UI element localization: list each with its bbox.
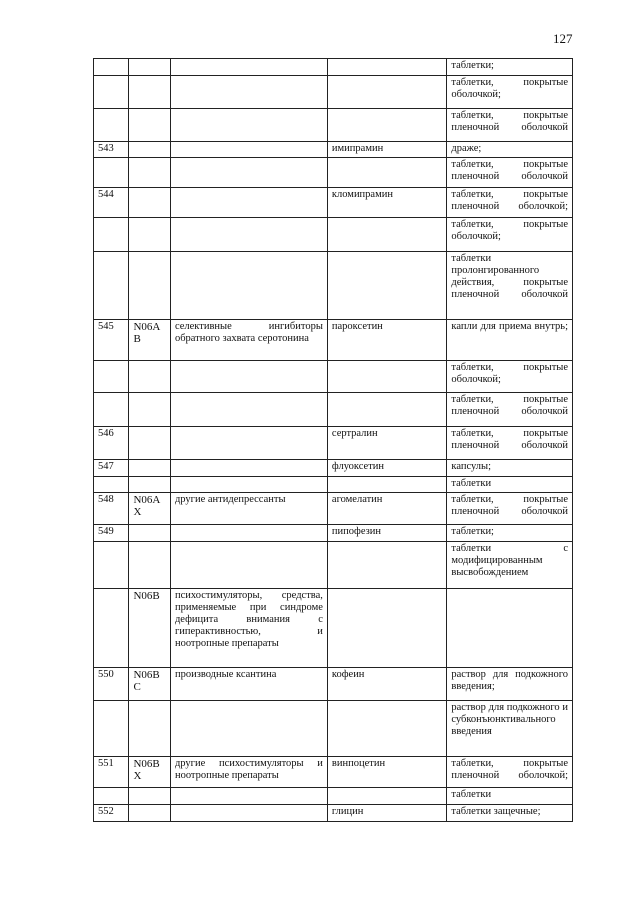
cell-drug-name (327, 788, 446, 805)
cell-drug-name (327, 76, 446, 109)
table-row (94, 460, 573, 477)
cell-row-number (94, 701, 129, 757)
cell-atc-code (129, 59, 171, 76)
cell-atc-code (129, 805, 171, 822)
cell-pharm-group (170, 361, 327, 393)
cell-atc-code (129, 542, 171, 589)
table-row (94, 393, 573, 427)
table-row (94, 76, 573, 109)
cell-atc-code: N06A B (129, 320, 171, 361)
cell-atc-code: N06B (129, 589, 171, 668)
cell-row-number (94, 252, 129, 320)
cell-drug-name (327, 393, 446, 427)
cell-row-number: 546 (94, 427, 129, 460)
cell-dosage-form: таблетки с модифицированным высвобождением (447, 542, 573, 589)
cell-pharm-group: производные ксантина (170, 668, 327, 701)
cell-dosage-form: таблетки (447, 788, 573, 805)
cell-pharm-group (170, 805, 327, 822)
table-row (94, 218, 573, 252)
cell-row-number: 552 (94, 805, 129, 822)
cell-pharm-group (170, 252, 327, 320)
medicines-table (93, 58, 573, 822)
cell-row-number: 547 (94, 460, 129, 477)
table-row (94, 757, 573, 788)
cell-dosage-form: таблетки защечные; (447, 805, 573, 822)
cell-pharm-group: психостимуляторы, средства, применяемые при синдроме дефицита внимания с гиперактивностью, и ноотропные препараты (170, 589, 327, 668)
cell-atc-code (129, 427, 171, 460)
cell-drug-name (327, 109, 446, 142)
cell-atc-code (129, 252, 171, 320)
cell-row-number (94, 218, 129, 252)
cell-dosage-form: таблетки, покрытые оболочкой; (447, 361, 573, 393)
cell-row-number: 548 (94, 493, 129, 525)
table-row (94, 701, 573, 757)
cell-pharm-group (170, 788, 327, 805)
cell-row-number: 551 (94, 757, 129, 788)
cell-pharm-group (170, 427, 327, 460)
table-body (94, 59, 573, 822)
cell-dosage-form: таблетки пролонгированного действия, покрытые пленочной оболочкой (447, 252, 573, 320)
cell-drug-name (327, 158, 446, 188)
cell-pharm-group (170, 218, 327, 252)
cell-pharm-group: другие антидепрессанты (170, 493, 327, 525)
table-row (94, 525, 573, 542)
cell-atc-code (129, 218, 171, 252)
cell-row-number (94, 109, 129, 142)
cell-drug-name: кофеин (327, 668, 446, 701)
cell-pharm-group (170, 188, 327, 218)
cell-pharm-group (170, 109, 327, 142)
cell-dosage-form: таблетки (447, 477, 573, 493)
cell-atc-code (129, 158, 171, 188)
cell-atc-code (129, 525, 171, 542)
cell-pharm-group (170, 158, 327, 188)
cell-dosage-form: раствор для подкожного и субконъюнктивального введения (447, 701, 573, 757)
cell-atc-code (129, 788, 171, 805)
cell-dosage-form: таблетки, покрытые пленочной оболочкой (447, 393, 573, 427)
cell-dosage-form: раствор для подкожного введения; (447, 668, 573, 701)
cell-row-number (94, 361, 129, 393)
cell-pharm-group: селективные ингибиторы обратного захвата серотонина (170, 320, 327, 361)
cell-drug-name (327, 701, 446, 757)
cell-row-number: 549 (94, 525, 129, 542)
cell-dosage-form: таблетки, покрытые пленочной оболочкой; (447, 757, 573, 788)
cell-dosage-form: таблетки, покрытые пленочной оболочкой; (447, 188, 573, 218)
cell-atc-code: N06A X (129, 493, 171, 525)
cell-row-number: 545 (94, 320, 129, 361)
cell-row-number (94, 542, 129, 589)
cell-drug-name: сертралин (327, 427, 446, 460)
table-row (94, 668, 573, 701)
cell-dosage-form: таблетки, покрытые пленочной оболочкой (447, 158, 573, 188)
cell-dosage-form: таблетки, покрытые оболочкой; (447, 218, 573, 252)
table-row (94, 188, 573, 218)
cell-pharm-group (170, 701, 327, 757)
cell-dosage-form: капли для приема внутрь; (447, 320, 573, 361)
cell-pharm-group (170, 525, 327, 542)
cell-atc-code (129, 142, 171, 158)
cell-dosage-form: таблетки, покрытые оболочкой; (447, 76, 573, 109)
table-row (94, 427, 573, 460)
cell-drug-name: флуоксетин (327, 460, 446, 477)
cell-drug-name (327, 59, 446, 76)
cell-drug-name (327, 361, 446, 393)
cell-atc-code (129, 361, 171, 393)
cell-drug-name: имипрамин (327, 142, 446, 158)
cell-atc-code: N06B C (129, 668, 171, 701)
table-row (94, 109, 573, 142)
table-row (94, 320, 573, 361)
cell-pharm-group (170, 393, 327, 427)
cell-atc-code: N06B X (129, 757, 171, 788)
cell-row-number (94, 589, 129, 668)
cell-row-number: 544 (94, 188, 129, 218)
cell-drug-name: глицин (327, 805, 446, 822)
cell-dosage-form: драже; (447, 142, 573, 158)
cell-dosage-form: таблетки, покрытые пленочной оболочкой (447, 109, 573, 142)
cell-pharm-group (170, 59, 327, 76)
table-row (94, 805, 573, 822)
cell-drug-name (327, 589, 446, 668)
cell-pharm-group (170, 76, 327, 109)
cell-pharm-group (170, 477, 327, 493)
cell-drug-name (327, 477, 446, 493)
cell-atc-code (129, 76, 171, 109)
cell-row-number (94, 158, 129, 188)
cell-row-number (94, 59, 129, 76)
cell-row-number: 550 (94, 668, 129, 701)
page-number: 127 (553, 31, 573, 46)
cell-atc-code (129, 188, 171, 218)
table-row (94, 788, 573, 805)
table-row (94, 542, 573, 589)
cell-atc-code (129, 393, 171, 427)
cell-drug-name (327, 218, 446, 252)
cell-row-number (94, 788, 129, 805)
cell-drug-name: агомелатин (327, 493, 446, 525)
cell-atc-code (129, 701, 171, 757)
cell-row-number (94, 477, 129, 493)
cell-drug-name: пароксетин (327, 320, 446, 361)
table-row (94, 477, 573, 493)
cell-pharm-group (170, 460, 327, 477)
table-row (94, 252, 573, 320)
cell-row-number (94, 393, 129, 427)
cell-drug-name: кломипрамин (327, 188, 446, 218)
cell-pharm-group: другие психостимуляторы и ноотропные препараты (170, 757, 327, 788)
cell-pharm-group (170, 542, 327, 589)
table-row (94, 142, 573, 158)
cell-drug-name (327, 542, 446, 589)
table-row (94, 59, 573, 76)
cell-dosage-form: капсулы; (447, 460, 573, 477)
cell-row-number (94, 76, 129, 109)
cell-pharm-group (170, 142, 327, 158)
cell-dosage-form (447, 589, 573, 668)
cell-dosage-form: таблетки; (447, 525, 573, 542)
table-row (94, 589, 573, 668)
cell-dosage-form: таблетки; (447, 59, 573, 76)
cell-atc-code (129, 109, 171, 142)
table-row (94, 493, 573, 525)
cell-atc-code (129, 477, 171, 493)
cell-drug-name (327, 252, 446, 320)
cell-dosage-form: таблетки, покрытые пленочной оболочкой (447, 493, 573, 525)
cell-drug-name: винпоцетин (327, 757, 446, 788)
cell-row-number: 543 (94, 142, 129, 158)
cell-atc-code (129, 460, 171, 477)
table-row (94, 361, 573, 393)
cell-drug-name: пипофезин (327, 525, 446, 542)
cell-dosage-form: таблетки, покрытые пленочной оболочкой (447, 427, 573, 460)
table-row (94, 158, 573, 188)
